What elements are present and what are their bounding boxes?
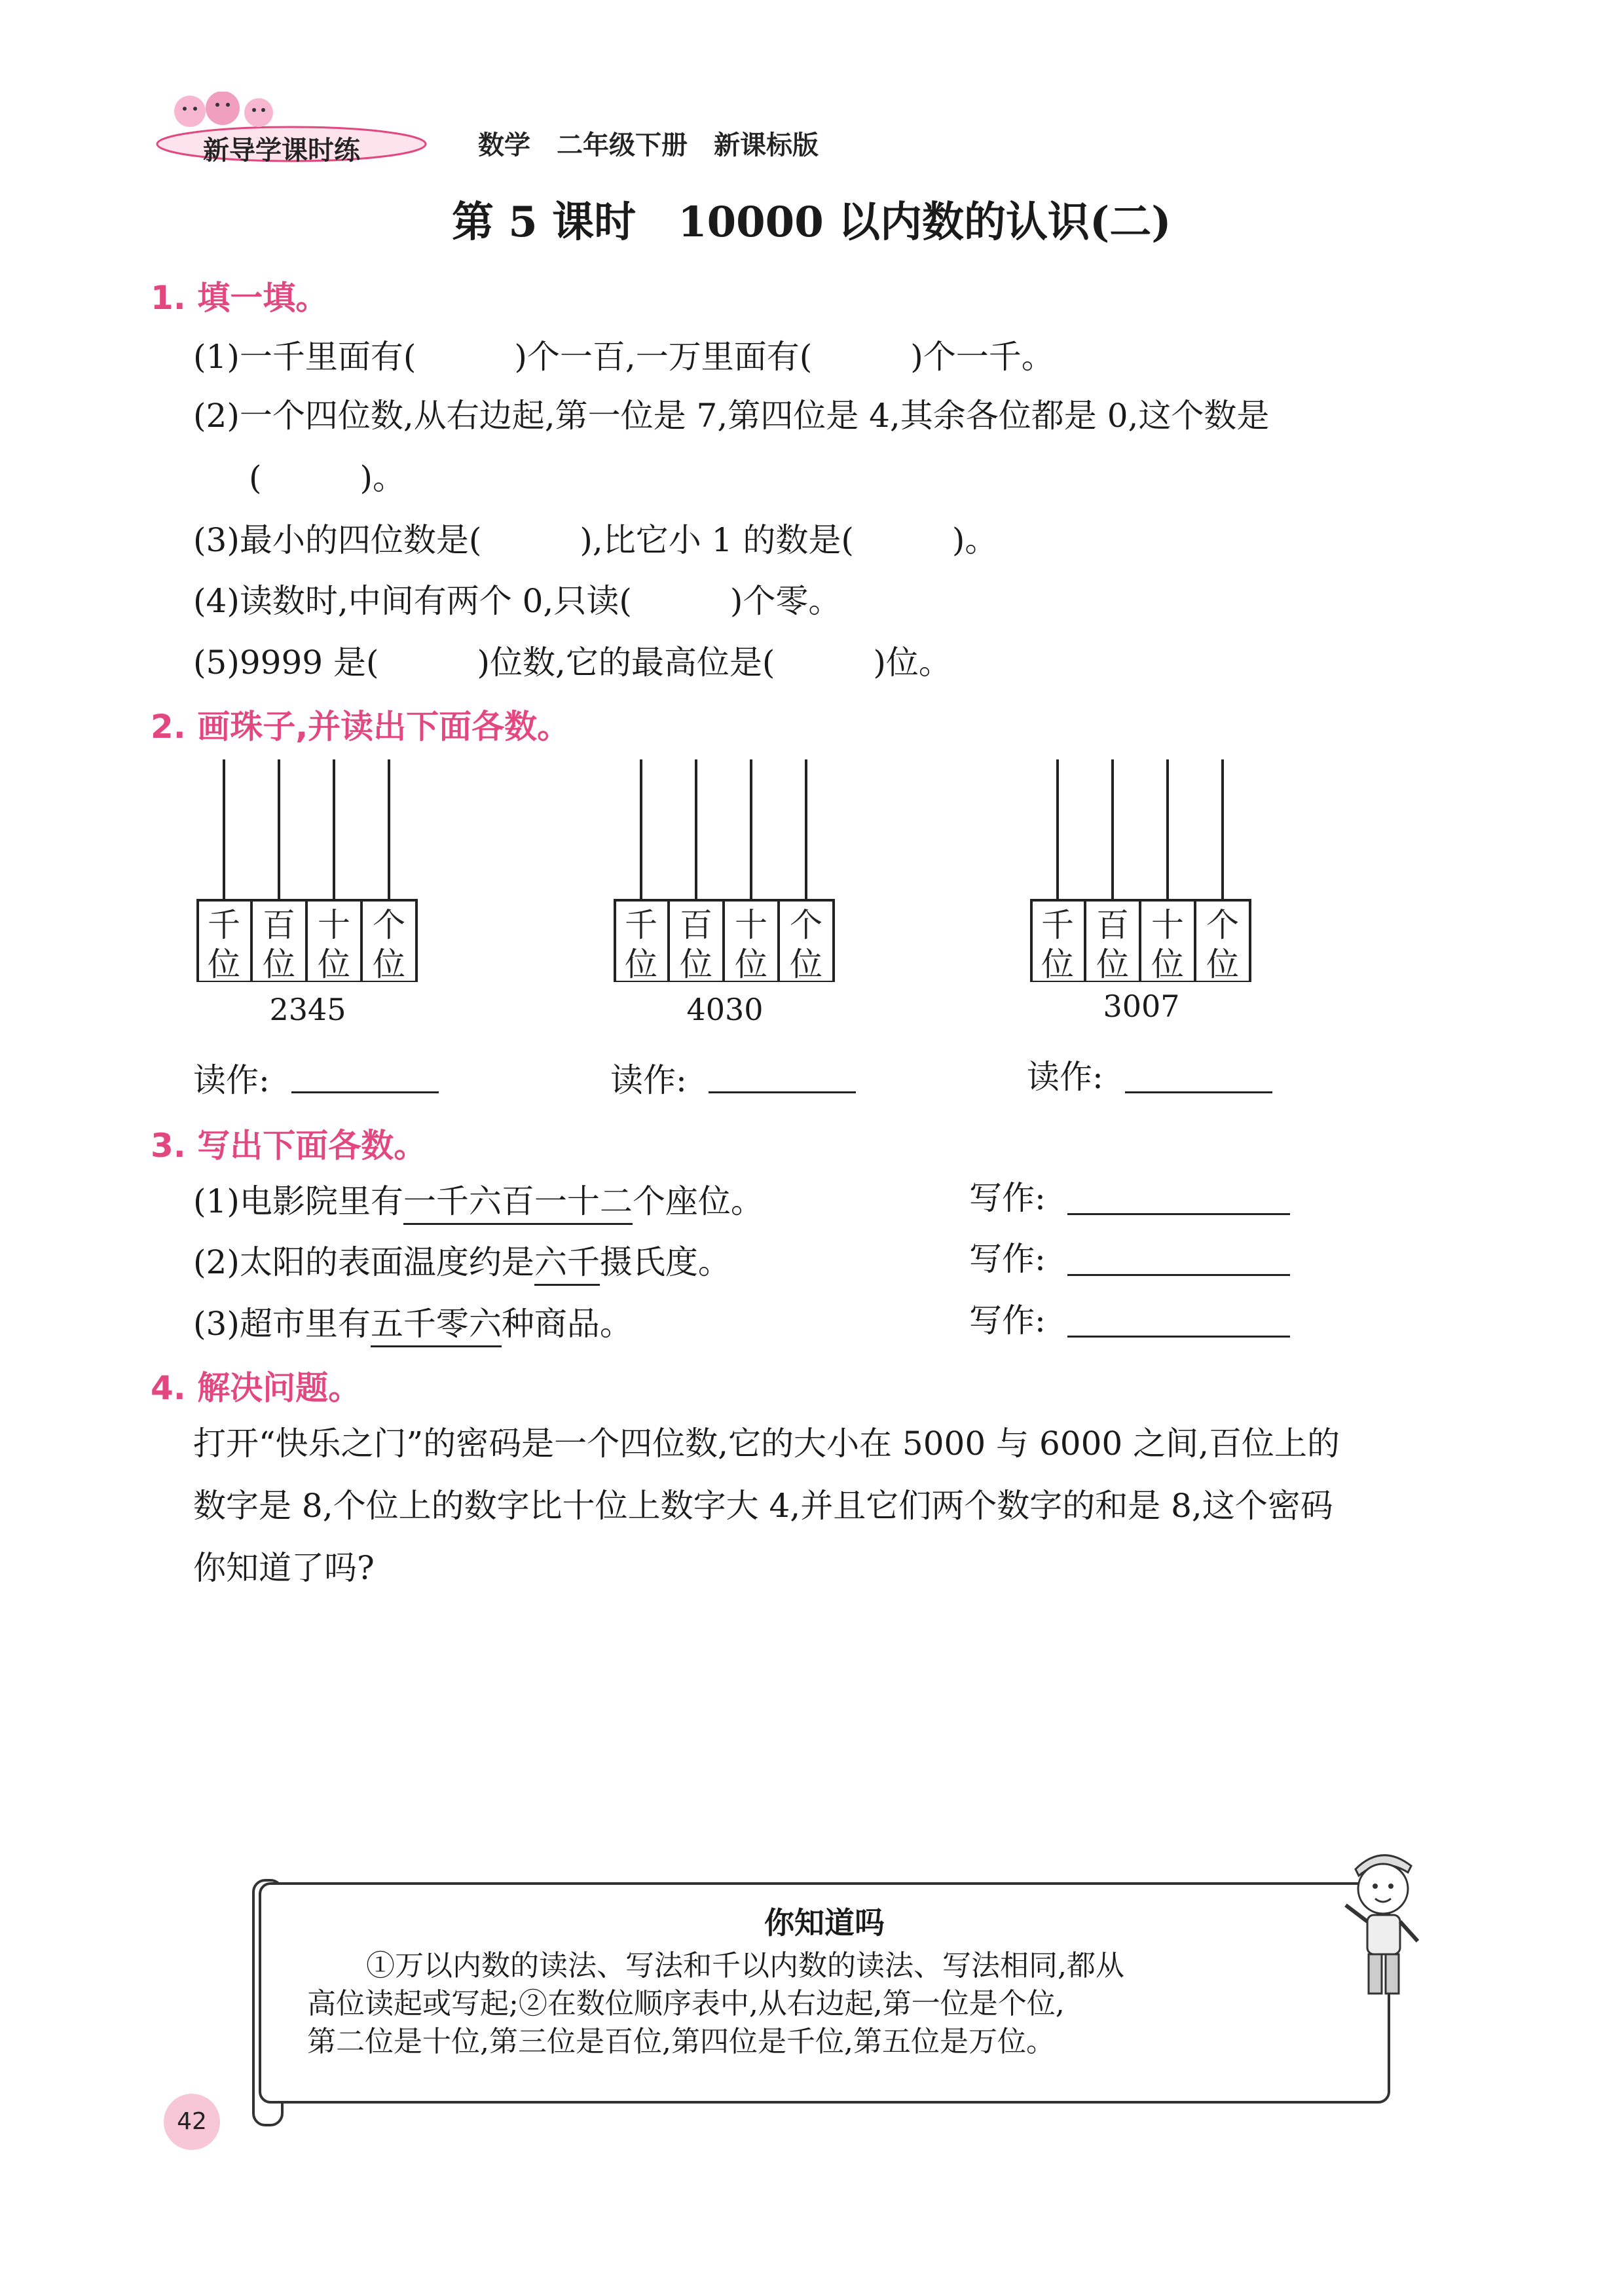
question-3-3-before: (3)超市里有 (193, 1305, 371, 1343)
lesson-title: 第 5 课时 10000 以内数的认识(二) (452, 198, 1172, 247)
info-box (259, 1882, 1390, 2104)
info-box-title: 你知道吗 (764, 1905, 885, 1941)
brand-name: 新导学课时练 (203, 135, 360, 166)
abacus-2 (614, 759, 836, 982)
svg-text:个: 个 (373, 906, 405, 944)
svg-text:位: 位 (625, 945, 657, 982)
svg-text:位: 位 (1151, 945, 1184, 982)
svg-text:位: 位 (318, 945, 350, 982)
svg-text:十: 十 (318, 906, 350, 944)
question-1-5: (5)9999 是( )位数,它的最高位是( )位。 (193, 644, 951, 682)
svg-text:位: 位 (263, 945, 295, 982)
abacus-2-read-label: 读作: (610, 1061, 687, 1099)
section2-heading: 2. 画珠子,并读出下面各数。 (151, 708, 570, 746)
abacus-rods-icon (1030, 759, 1253, 982)
info-box-line-2: 高位读起或写起;②在数位顺序表中,从右边起,第一位是个位, (307, 1987, 1065, 2020)
svg-text:位: 位 (1096, 945, 1129, 982)
brand-logo (151, 92, 432, 164)
svg-text:千: 千 (208, 906, 240, 944)
info-box-line-1: ①万以内数的读法、写法和千以内数的读法、写法相同,都从 (366, 1949, 1124, 1982)
question-3-1-after: 个座位。 (632, 1182, 764, 1220)
abacus-2-number: 4030 (686, 992, 764, 1027)
question-1-1: (1)一千里面有( )个一百,一万里面有( )个一千。 (193, 338, 1054, 376)
question-1-4: (4)读数时,中间有两个 0,只读( )个零。 (193, 582, 841, 620)
question-3-1-answer-line[interactable] (1067, 1213, 1290, 1215)
svg-text:十: 十 (735, 906, 767, 944)
abacus-1 (196, 759, 419, 982)
problem-line-1: 打开“快乐之门”的密码是一个四位数,它的大小在 5000 与 6000 之间,百位上的 (193, 1425, 1340, 1463)
abacus-2-answer-line[interactable] (709, 1091, 856, 1093)
svg-text:千: 千 (625, 906, 657, 944)
cartoon-boy-icon (1336, 1843, 1428, 2007)
svg-text:千: 千 (1041, 906, 1074, 944)
question-3-1-write-label: 写作: (969, 1179, 1046, 1217)
abacus-rods-icon (614, 759, 836, 982)
svg-text:位: 位 (790, 945, 822, 982)
abacus-3-answer-line[interactable] (1125, 1091, 1272, 1093)
question-1-2-cont: ( )。 (249, 459, 406, 497)
svg-text:百: 百 (680, 906, 712, 944)
question-3-3-answer-line[interactable] (1067, 1336, 1290, 1338)
question-3-3-after: 种商品。 (501, 1305, 633, 1343)
question-3-1 (193, 1175, 764, 1222)
question-3-3-write-label: 写作: (969, 1302, 1046, 1339)
question-3-3 (193, 1298, 633, 1345)
abacus-3-number: 3007 (1103, 989, 1180, 1024)
abacus-1-number: 2345 (269, 992, 346, 1027)
question-3-2-underlined: 六千 (534, 1243, 600, 1286)
question-3-2-answer-line[interactable] (1067, 1274, 1290, 1276)
info-box-line-3: 第二位是十位,第三位是百位,第四位是千位,第五位是万位。 (307, 2025, 1055, 2058)
svg-text:位: 位 (735, 945, 767, 982)
question-3-3-underlined: 五千零六 (371, 1305, 502, 1347)
question-3-1-before: (1)电影院里有 (193, 1182, 403, 1220)
svg-text:位: 位 (373, 945, 405, 982)
question-3-2 (193, 1236, 731, 1283)
subject-info: 数学 二年级下册 新课标版 (478, 130, 819, 160)
svg-text:位: 位 (1206, 945, 1239, 982)
section4-heading: 4. 解决问题。 (151, 1369, 361, 1407)
question-3-2-after: 摄氏度。 (599, 1243, 731, 1281)
section1-heading: 1. 填一填。 (151, 279, 329, 317)
question-1-2: (2)一个四位数,从右边起,第一位是 7,第四位是 4,其余各位都是 0,这个数是 (193, 397, 1270, 435)
question-1-3: (3)最小的四位数是( ),比它小 1 的数是( )。 (193, 521, 998, 559)
problem-line-3: 你知道了吗? (193, 1549, 375, 1587)
abacus-1-read-label: 读作: (193, 1061, 270, 1099)
svg-text:十: 十 (1151, 906, 1184, 944)
svg-text:百: 百 (1096, 906, 1129, 944)
abacus-1-answer-line[interactable] (291, 1091, 439, 1093)
abacus-rods-icon (196, 759, 419, 982)
section3-heading: 3. 写出下面各数。 (151, 1127, 427, 1165)
svg-text:百: 百 (263, 906, 295, 944)
svg-text:位: 位 (680, 945, 712, 982)
question-3-2-write-label: 写作: (969, 1240, 1046, 1278)
svg-text:位: 位 (1041, 945, 1074, 982)
svg-text:个: 个 (790, 906, 822, 944)
abacus-3 (1030, 759, 1253, 982)
problem-line-2: 数字是 8,个位上的数字比十位上数字大 4,并且它们两个数字的和是 8,这个密码 (193, 1487, 1333, 1525)
info-box-text (307, 1947, 1361, 2061)
svg-text:位: 位 (208, 945, 240, 982)
question-3-2-before: (2)太阳的表面温度约是 (193, 1243, 534, 1281)
abacus-3-read-label: 读作: (1027, 1058, 1103, 1096)
question-3-1-underlined: 一千六百一十二 (403, 1182, 633, 1225)
page-number: 42 (164, 2094, 220, 2150)
svg-text:个: 个 (1206, 906, 1239, 944)
